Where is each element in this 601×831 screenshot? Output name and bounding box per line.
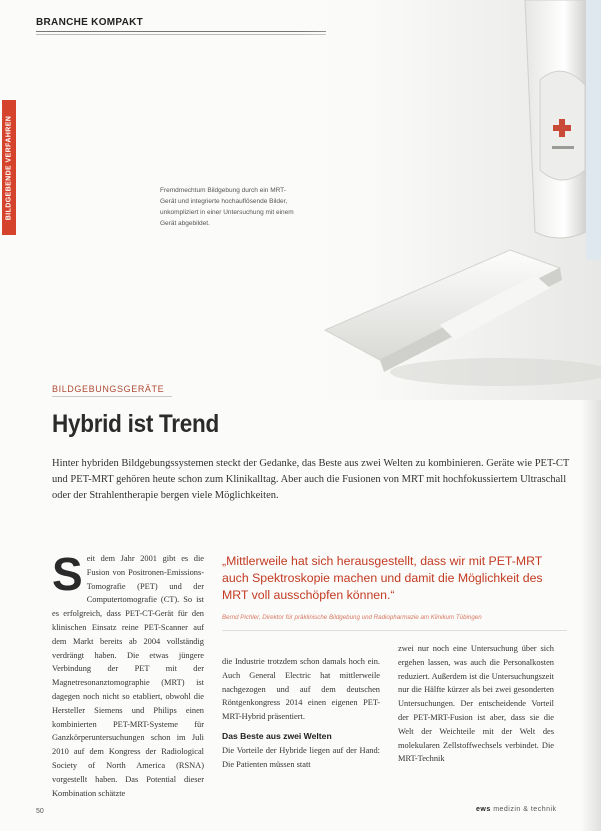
body-text-col3: zwei nur noch eine Untersuchung über sich ergehen lassen, was auch die Personalkosten reduziert. Außerdem ist die Untersuchungszeit nur die Hälfte kürzer als bei zwei gesonderten Untersuchungen. Der entscheidende Vorteil der PET-MRT-Fusion ist aber, dass sie die Welt der Weichteile mit der Welt des molekularen Zellstoffwechsels verbindet. Die MRT-Technik — [398, 644, 554, 764]
page-number: 50 — [36, 808, 44, 815]
header-rule-secondary — [36, 34, 326, 35]
body-column-2 — [222, 655, 380, 771]
footer-logo-bold: ews — [476, 806, 491, 813]
side-category-tab — [2, 100, 16, 235]
body-text-col2-continued: Die Vorteile der Hybride liegen auf der Hand: Die Patienten müssen statt — [222, 745, 380, 769]
photo-caption: Fremdmechtum Bildgebung durch ein MRT-Gerät und integrierte hochauflösende Bilder, unkompliziert in einer Untersuchung mit einem Gerät abgebildet. — [160, 187, 294, 227]
side-category-label: BILDGEBENDE VERFAHREN — [5, 115, 13, 220]
right-gutter-shadow — [581, 400, 601, 831]
body-column-1 — [52, 548, 204, 800]
article-kicker: BILDGEBUNGSGERÄTE — [52, 384, 165, 394]
section-header-label: BRANCHE KOMPAKT — [36, 17, 144, 28]
article-title: Hybrid ist Trend — [52, 410, 219, 438]
body-column-3 — [398, 642, 554, 766]
section-subhead: Das Beste aus zwei Welten — [222, 730, 332, 741]
footer-logo-text: medizin & technik — [493, 806, 557, 813]
pull-quote-attribution: Bernd Pichler, Direktor für präklinische Bildgebung und Radiopharmazie am Klinikum Tübingen — [222, 614, 482, 621]
footer-logo — [476, 806, 557, 813]
pull-quote: „Mittlerweile hat sich herausgestellt, dass wir mit PET-MRT auch Spektroskopie machen und damit die Möglichkeit des MRT voll ausschöpfen können.“ — [222, 554, 543, 602]
scanner-photo — [300, 0, 601, 400]
pull-quote-rule — [222, 630, 567, 631]
article-lead: Hinter hybriden Bildgebungssystemen steckt der Gedanke, das Beste aus zwei Welten zu kombinieren. Geräte wie PET-CT und PET-MRT gehören heute schon zum Klinikalltag. Aber auch die Fusionen von MRT mit hochfokussiertem Ultraschall oder der Strahlentherapie bergen viele Möglichkeiten. — [52, 458, 570, 501]
body-text-col2: die Industrie trotzdem schon damals hoch ein. Auch General Electric hat mittlerweile nachgezogen und auf dem deutschen Röntgenkongress 2014 einen eigenen PET-MRT-Hybrid präsentiert. — [222, 657, 380, 722]
dropcap: S — [52, 548, 83, 600]
kicker-rule — [52, 396, 172, 397]
header-rule — [36, 31, 326, 32]
body-text-col1: eit dem Jahr 2001 gibt es die Fusion von Positronen-Emissions-Tomografie (PET) und der Computertomografie (CT). So ist es erfolgreich, dass PET-CT-Gerät für den klinischen Einsatz reine PET-Scanner auf dem Markt bereits ab 2004 vollständig verdrängt haben. Die etwas jüngere Verbindung der PET mit der Magnetresonanztomographie (MRT) ist dagegen noch nicht so etabliert, obwohl die Hersteller Siemens und Philips einen kombinierten PET-MRT-Systeme für Ganzkörperuntersuchungen schon im Juli 2010 auf dem Kongress der Radiological Society of North America (RSNA) vorgestellt haben. Das Potential dieser Kombination schätzte — [52, 554, 204, 798]
